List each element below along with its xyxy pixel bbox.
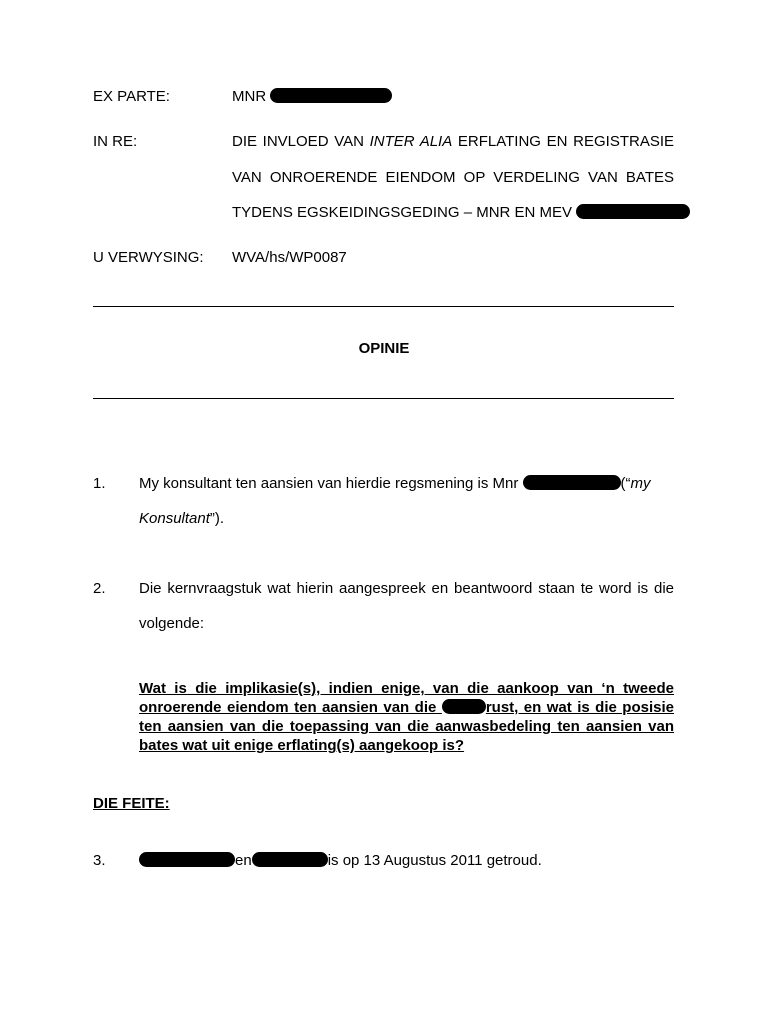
paragraph-3-line-1 [139, 852, 542, 869]
ex-parte-value [232, 88, 392, 105]
question-line-2 [139, 699, 674, 716]
paragraph-1-line-1 [139, 475, 674, 492]
redaction-mark [523, 475, 621, 490]
ex-parte-label: EX PARTE: [93, 88, 170, 105]
paragraph-2-line-2: volgende: [139, 615, 205, 632]
divider-top [93, 306, 674, 307]
paragraph-1-close: ”). [209, 510, 225, 527]
redaction-mark [139, 852, 235, 867]
redaction-mark [270, 88, 392, 103]
paragraph-1-text: My konsultant ten aansien van hierdie regsmening is Mnr [139, 475, 519, 492]
page-title: OPINIE [358, 340, 410, 357]
paragraph-2-number: 2. [93, 580, 106, 597]
in-re-line-3-text: TYDENS EGSKEIDINGSGEDING – MNR EN MEV [232, 204, 573, 221]
paragraph-1-quote-open: (“ [620, 475, 631, 492]
in-re-line-3 [232, 204, 690, 221]
paragraph-1-italic-2: Konsultant [139, 510, 210, 527]
redaction-mark [442, 699, 486, 714]
paragraph-3-en: en [235, 852, 252, 869]
reference-value: WVA/hs/WP0087 [232, 249, 347, 266]
paragraph-3-text: is op 13 Augustus 2011 getroud. [327, 852, 542, 869]
in-re-line-1-pre: DIE INVLOED VAN [232, 133, 364, 150]
paragraph-2-line-1: Die kernvraagstuk wat hierin aangespreek en beantwoord staan te word is die [139, 580, 674, 597]
facts-heading: DIE FEITE: [93, 795, 170, 812]
ex-parte-name: MNR [232, 88, 267, 105]
question-line-4: bates wat uit enige erflating(s) aangekoop is? [139, 737, 465, 754]
divider-bottom [93, 398, 674, 399]
redaction-mark [252, 852, 328, 867]
redaction-mark [576, 204, 690, 219]
paragraph-1-number: 1. [93, 475, 106, 492]
paragraph-3-number: 3. [93, 852, 106, 869]
in-re-line-2: VAN ONROERENDE EIENDOM OP VERDELING VAN BATES [232, 169, 674, 186]
in-re-line-1 [232, 133, 674, 150]
question-line-3: ten aansien van die toepassing van die aanwasbedeling ten aansien van [139, 718, 674, 735]
in-re-label: IN RE: [93, 133, 138, 150]
paragraph-1-line-2 [139, 510, 224, 527]
question-line-2-post: rust, en wat is die posisie [485, 699, 674, 716]
question-line-2-pre: onroerende eiendom ten aansien van die [139, 699, 437, 716]
question-line-1: Wat is die implikasie(s), indien enige, van die aankoop van ‘n tweede [139, 680, 674, 697]
reference-label: U VERWYSING: [93, 249, 204, 266]
in-re-line-1-post: ERFLATING EN REGISTRASIE [457, 133, 674, 150]
paragraph-1-italic-1: my [630, 475, 651, 492]
in-re-line-1-italic: INTER ALIA [369, 133, 453, 150]
